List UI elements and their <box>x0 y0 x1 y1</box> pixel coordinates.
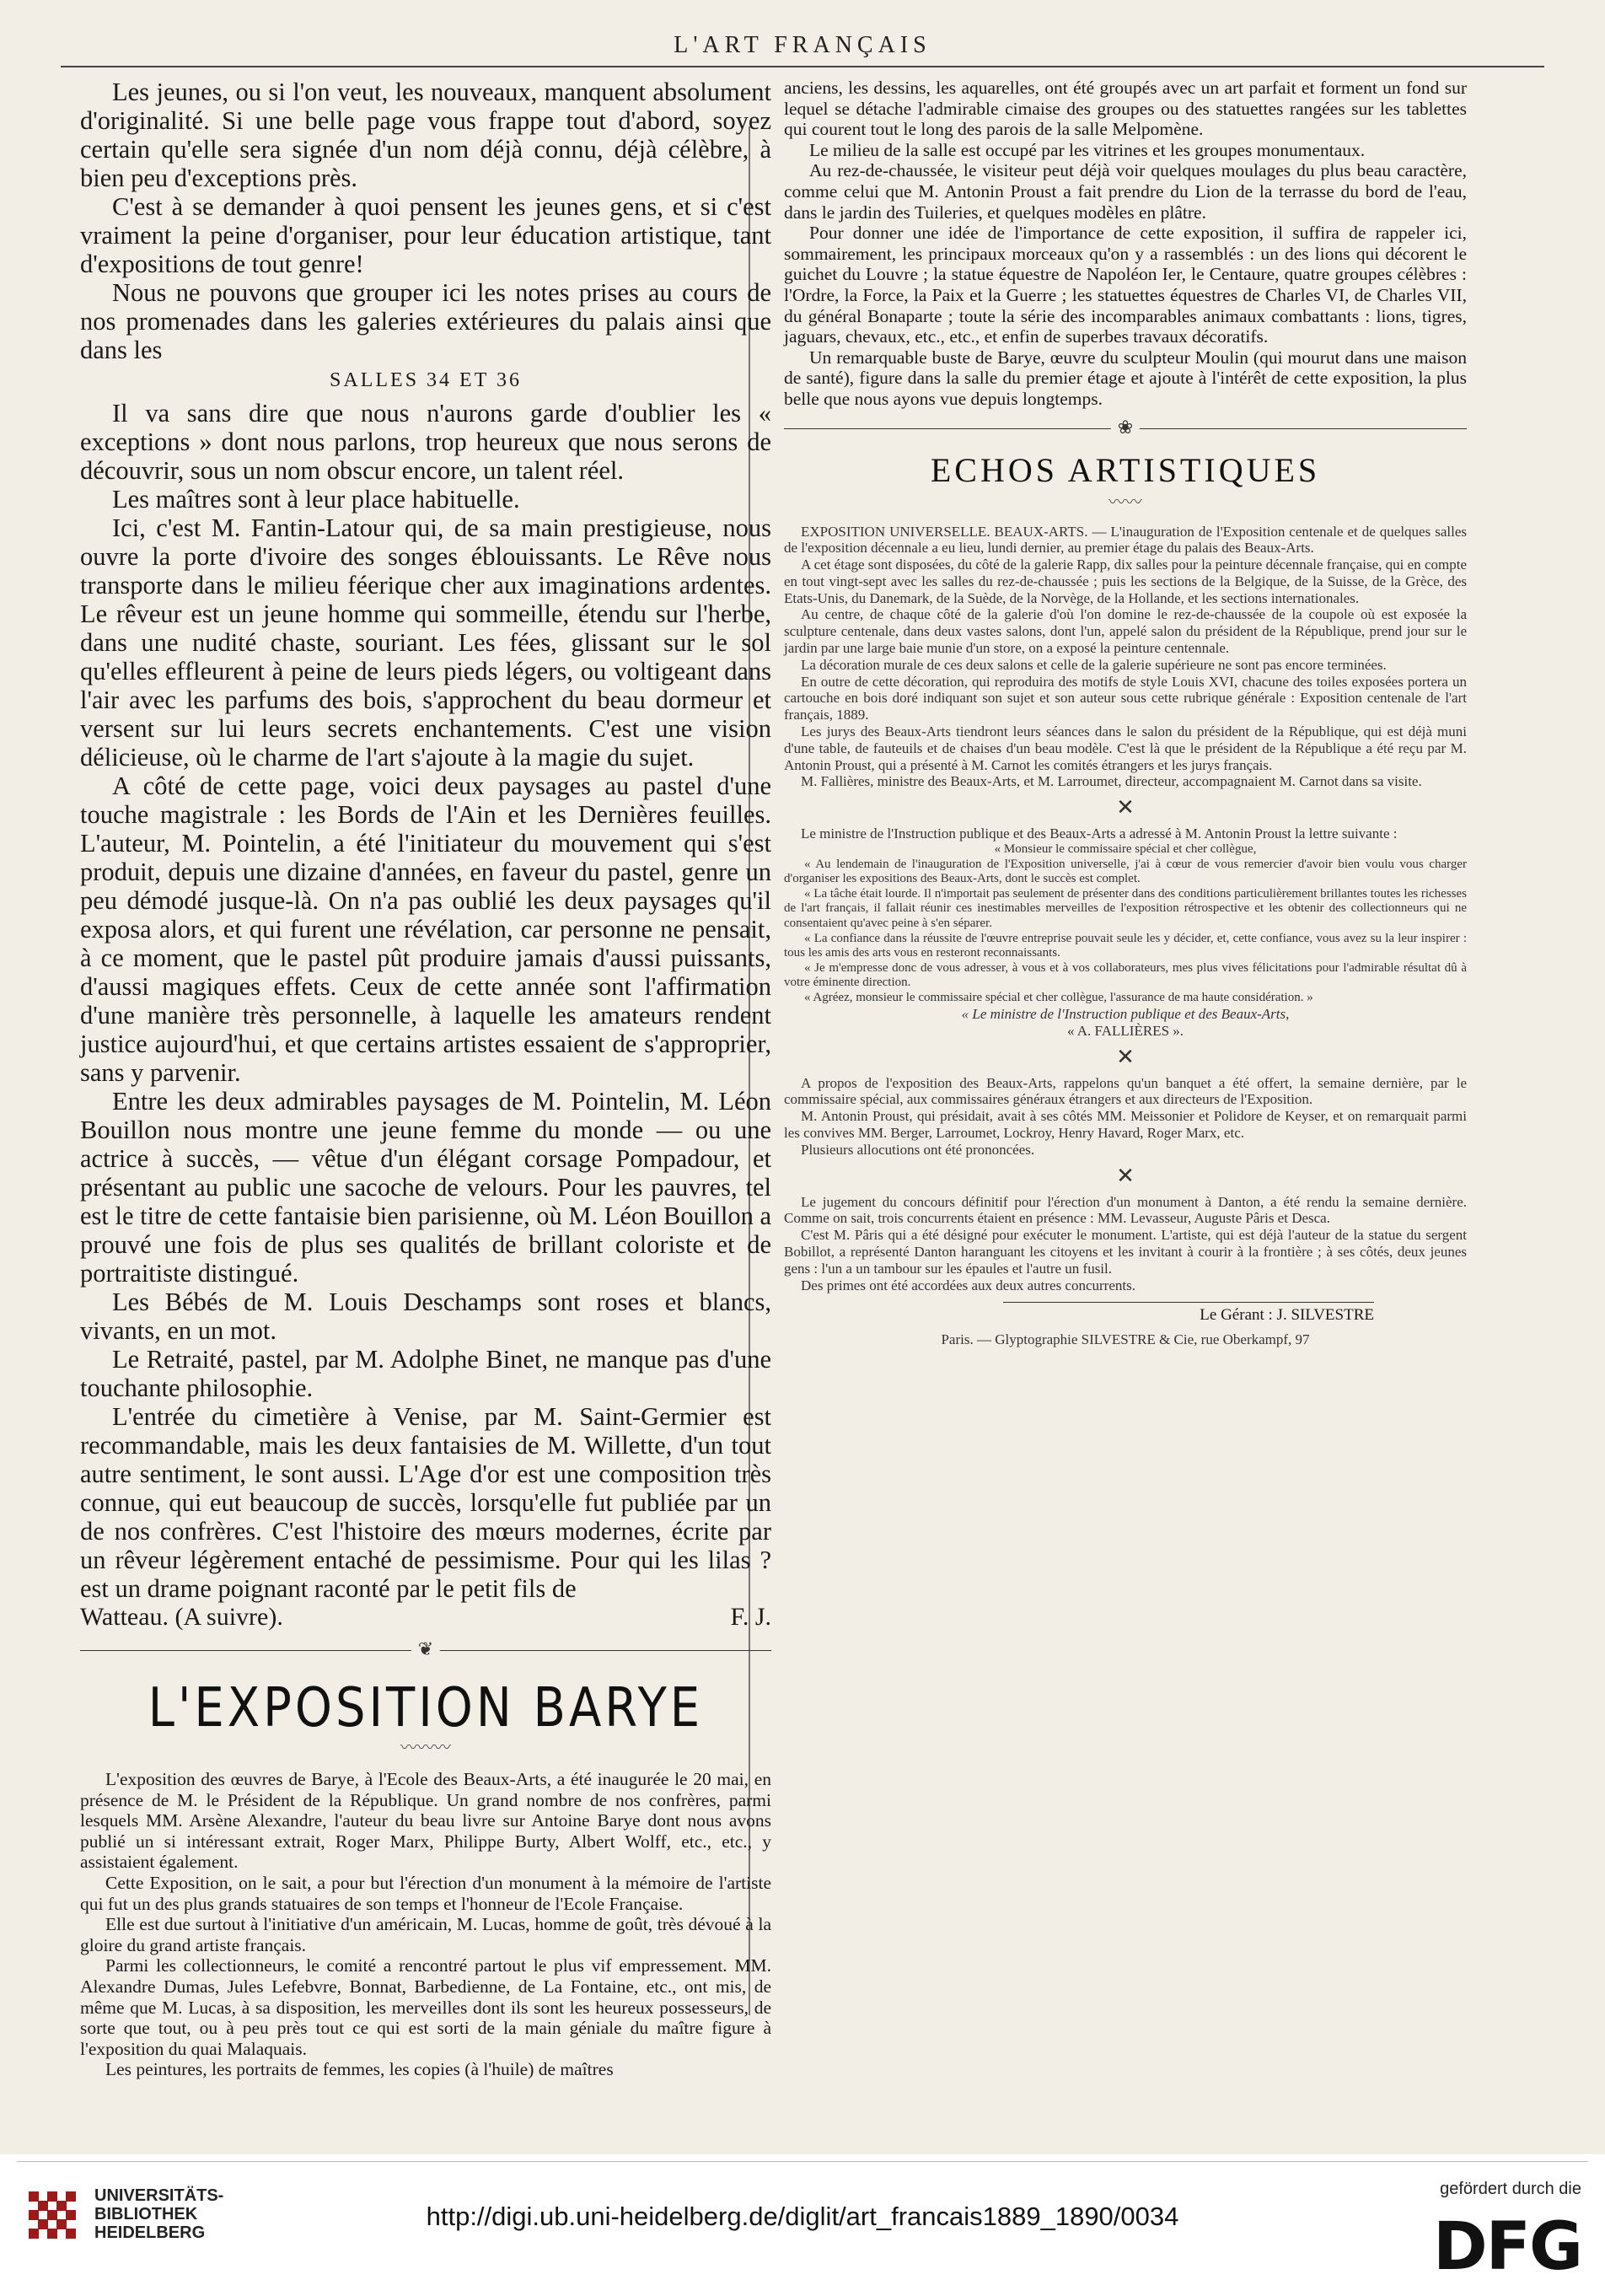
paragraph: Le milieu de la salle est occupé par les vitrines et les groupes monumentaux. <box>809 139 1366 160</box>
paragraph: Nous ne pouvons que grouper ici les notes prises au cours de nos promenades dans les galeries extérieures du palais ainsi que dans les <box>80 278 771 364</box>
ornament-divider <box>80 1638 771 1664</box>
barye-text <box>80 1769 771 2080</box>
danton-text <box>784 1194 1467 1294</box>
cross-separator-icon: ✕ <box>1116 795 1135 821</box>
paragraph: Cette Exposition, on le sait, a pour but l'érection d'un monument à la mémoire de l'artiste qui fut un des plus grands statuaires de son temps et l'honneur de l'Ecole Française. <box>80 1872 771 1914</box>
footer-rule <box>17 2161 1588 2162</box>
paragraph: « Je m'empresse donc de vous adresser, à vous et à vos collaborateurs, mes plus vives félicitations pour l'admirable résultat dû à votre éminente direction. <box>784 960 1467 990</box>
paragraph: Les maîtres sont à leur place habituelle. <box>112 485 520 514</box>
paragraph: A côté de cette page, voici deux paysages au pastel d'une touche magistrale : les Bords de l'Ain et les Dernières feuilles. L'auteur, M. Pointelin, a été l'initiateur du mouvement qui s'est produit, depuis une dizaine d'années, en faveur du pastel, genre un peu démodé jusque-là. On n'a pas oublié les deux paysages qu'il exposa alors, et qui furent une révélation, car personne ne pensait, à ce moment, que le pastel pût produire jamais d'aussi puissants, d'aussi magiques effets. Ceux de cette année sont l'affirmation d'une manière très personnelle, à laquelle les amateurs rendent justice aujourd'hui, et que certains artistes essaient de s'approprier, sans y parvenir. <box>80 772 771 1087</box>
echos-text <box>784 524 1467 791</box>
paragraph: Les jeunes, ou si l'on veut, les nouveaux, manquent absolument d'originalité. Si une belle page vous frappe tout d'abord, soyez certain qu'elle sera signée d'un nom déjà connu, déjà célèbre, à bien peu d'exceptions près. <box>80 78 771 192</box>
paragraph: Plusieurs allocutions ont été prononcées. <box>801 1141 1035 1158</box>
paragraph: Le Retraité, pastel, par M. Adolphe Binet, ne manque pas d'une touchante philosophie. <box>80 1345 771 1402</box>
gerant-rule <box>1003 1302 1374 1303</box>
paragraph: Elle est due surtout à l'initiative d'un américain, M. Lucas, homme de goût, très dévoué à la gloire du grand artiste français. <box>80 1914 771 1955</box>
paragraph: Le ministre de l'Instruction publique et des Beaux-Arts a adressé à M. Antonin Proust la lettre suivante : <box>801 825 1398 842</box>
paragraph: L'exposition des œuvres de Barye, à l'Ecole des Beaux-Arts, a été inaugurée le 20 mai, en présence de M. le Président de la République. Un grand nombre de nos confrères, parmi lesquels MM. Arsène Alexandre, l'auteur du beau livre sur Antoine Barye dont nous avons publié un si intéressant extrait, Roger Marx, Philippe Burty, Albert Wolff, etc., etc., y assistaient également. <box>80 1769 771 1873</box>
paragraph: Ici, c'est M. Fantin-Latour qui, de sa main prestigieuse, nous ouvre la porte d'ivoire des songes éblouissants. Le Rêve nous transporte dans le milieu féerique cher aux imaginations ardentes. Le rêveur est un jeune homme qui sommeille, étendu sur l'herbe, dans une nudité chaste, souriant. Les fées, glissant sur le sol qu'elles effleurent à peine de leurs pieds légers, ou voltigeant dans l'air avec les parfums des bois, s'approchent du beau dormeur et versent sur lui leurs secrets enchantements. C'est une vision délicieuse, où le charme de l'art s'ajoute à la magie du sujet. <box>80 514 771 772</box>
paragraph: « Au lendemain de l'inauguration de l'Exposition universelle, j'ai à cœur de vous remercier d'avoir bien voulu vous charger d'organiser les expositions des Beaux-Arts, dont le succès est complet. <box>784 857 1467 886</box>
paragraph: Les Bébés de M. Louis Deschamps sont roses et blancs, vivants, en un mot. <box>80 1288 771 1345</box>
cross-separator-icon: ✕ <box>1116 1044 1135 1070</box>
left-column <box>80 78 771 2080</box>
paragraph: « La tâche était lourde. Il n'importait pas seulement de présenter dans des conditions particulièrement brillantes toutes les richesses de l'art français, il fallait réunir ces inestimables merveilles de l'exposition rétrospective et les obtenir des collectionneurs qui ne consentaient qu'avec peine à s'en séparer. <box>784 886 1467 931</box>
paragraph: C'est M. Pâris qui a été désigné pour exécuter le monument. L'artiste, qui est déjà l'auteur de la statue du sergent Bobillot, a représenté Danton haranguant les citoyens et les invitant à courir à la frontière ; à ses côtés, deux jeunes gens : l'un a un tambour sur les épaules et l'autre un fusil. <box>784 1227 1467 1277</box>
paragraph: EXPOSITION UNIVERSELLE. BEAUX-ARTS. — L'inauguration de l'Exposition centenale et de quelques salles de l'exposition décennale a eu lieu, lundi dernier, au premier étage du palais des Beaux-Arts. <box>784 523 1467 557</box>
paragraph: « La confiance dans la réussite de l'œuvre entreprise pouvait seule les y décider, et, cette confiance, vous avez su la leur inspirer : tous les amis des arts vous en resteront reconnaissants. <box>784 931 1467 960</box>
dfg-logo: DFG <box>1432 2209 1581 2285</box>
paragraph: Pour donner une idée de l'importance de cette exposition, il suffira de rappeler ici, sommairement, les principaux morceaux qu'on y a rassemblés : un des lions qui décorent le guichet du Louvre ; la statue équestre de Napoléon Ier, le Centaure, quatre groupes célèbres : l'Ordre, la Force, la Paix et la Guerre ; les statuettes équestres de Charles VI, de Charles VII, du général Bonaparte ; toute la série des incomparables animaux combattants : lions, tigres, jaguars, chevaux, etc., etc., et enfin de superbes travaux décoratifs. <box>784 223 1467 347</box>
paragraph: M. Antonin Proust, qui présidait, avait à ses côtés MM. Meissonier et Polidore de Keyser, et on remarquait parmi les convives MM. Berger, Larroumet, Lockroy, Henry Havard, Roger Marx, etc. <box>784 1108 1467 1141</box>
wavy-rule-icon: 〰〰 <box>1108 491 1142 512</box>
paragraph: En outre de cette décoration, qui reproduira des motifs de style Louis XVI, chacune des toiles exposées portera un cartouche en bois doré indiquant son sujet et son auteur sous cette rubrique générale : Exposition centenale de l'art français, 1889. <box>784 673 1467 723</box>
running-title: L'ART FRANÇAIS <box>674 32 931 58</box>
paragraph: Au centre, de chaque côté de la galerie d'où l'on domine le rez-de-chaussée de la coupole où est exposée la sculpture centenale, dans deux vastes salons, dont l'un, appelé salon du président de la République, prend jour sur le jardin par une large baie munie d'un store, on a exposé la peinture centennale. <box>784 606 1467 657</box>
paragraph: Les peintures, les portraits de femmes, les copies (à l'huile) de maîtres <box>105 2059 614 2080</box>
viewer-footer <box>0 2154 1605 2296</box>
header-rule <box>61 66 1544 67</box>
echos-title: ECHOS ARTISTIQUES <box>930 450 1321 489</box>
paragraph: A cet étage sont disposées, du côté de la galerie Rapp, dix salles pour la peinture décennale française, qui en compte en tout vingt-sept avec les salles du rez-de-chaussée ; puis les sections de la Belgique, de la Suisse, de la Grèce, des Etats-Unis, du Danemark, de la Suède, de la Norvège, de la Hollande, et les sections internationales. <box>784 557 1467 606</box>
printer-imprint: Paris. — Glyptographie SILVESTRE & Cie, rue Oberkampf, 97 <box>941 1331 1310 1348</box>
barye-title: L'EXPOSITION BARYE <box>148 1676 704 1739</box>
paragraph: « Monsieur le commissaire spécial et cher collègue, <box>994 842 1257 857</box>
page-url-link[interactable]: http://digi.ub.uni-heidelberg.de/diglit/art_francais1889_1890/0034 <box>426 2202 1179 2231</box>
ornament-icon: ❦ <box>411 1638 440 1662</box>
paragraph: Les jurys des Beaux-Arts tiendront leurs séances dans le salon du président de la République, qui est déjà muni d'une table, de fauteuils et de chaises d'un beau modèle. C'est là que le président de la République a été reçu par M. Antonin Proust, qui a présenté à M. Carnot les comités étrangers et les jurys français. <box>784 723 1467 773</box>
paragraph: « Agréez, monsieur le commissaire spécial et cher collègue, l'assurance de ma haute considération. » <box>804 990 1313 1004</box>
ornament-divider <box>784 417 1467 442</box>
ministre-text <box>784 825 1467 842</box>
paragraph: Des primes ont été accordées aux deux autres concurrents. <box>801 1277 1135 1293</box>
paragraph: anciens, les dessins, les aquarelles, ont été groupés avec un art parfait et forment un fond sur lequel se détache l'admirable cimaise des groupes ou des statuettes rangées sur les tablettes qui courent tout le long des parois de la salle Melpomène. <box>784 78 1467 140</box>
wavy-rule-icon: 〰〰〰 <box>400 1737 451 1757</box>
university-name-line: HEIDELBERG <box>94 2223 206 2242</box>
paragraph: A propos de l'exposition des Beaux-Arts, rappelons qu'un banquet a été offert, la semaine dernière, par le commissaire spécial, aux commissaires généraux étrangers et aux directeurs de l'Exposition. <box>784 1074 1467 1108</box>
salles-heading: SALLES 34 ET 36 <box>330 369 522 391</box>
banquet-text <box>784 1075 1467 1159</box>
university-name-line: UNIVERSITÄTS- <box>94 2186 224 2205</box>
paragraph: Il va sans dire que nous n'aurons garde d'oublier les « exceptions » dont nous parlons, trop heureux que nous serons de découvrir, sous un nom obscur encore, un talent réel. <box>80 399 771 485</box>
article-signoff <box>80 1603 771 1632</box>
paragraph: Entre les deux admirables paysages de M. Pointelin, M. Léon Bouillon nous montre une jeune femme du monde — ou une actrice à succès, — vêtue d'un élégant corsage Pompadour, et présentant au public une sacoche de velours. Pour les pauvres, tel est le titre de cette fantaisie bien parisienne, où M. Léon Bouillon a prouvé une fois de plus ses qualités de brillant coloriste et de portraitiste distingué. <box>80 1087 771 1288</box>
paragraph: Au rez-de-chaussée, le visiteur peut déjà voir quelques moulages du plus beau caractère, comme celui que M. Antonin Proust a fait prendre du Lion de la terrasse du bord de l'eau, dans le jardin des Tuileries, et quelques modèles en plâtre. <box>784 160 1467 223</box>
ornament-icon: ❀ <box>1111 417 1140 440</box>
signoff-text: Watteau. (A suivre). <box>80 1603 283 1631</box>
dfg-caption: gefördert durch die <box>1440 2180 1581 2198</box>
intro-text <box>80 78 771 364</box>
gerant-line: Le Gérant : J. SILVESTRE <box>1200 1306 1374 1325</box>
paragraph: M. Fallières, ministre des Beaux-Arts, et M. Larroumet, directeur, accompagnaient M. Carnot dans sa visite. <box>801 773 1422 790</box>
barye-continued-text <box>784 78 1467 410</box>
paragraph: Un remarquable buste de Barye, œuvre du sculpteur Moulin (qui mourut dans une maison de santé), figure dans la salle du premier étage et ajoute à l'intérêt de cette exposition, la plus belle que nous ayons vue depuis longtemps. <box>784 347 1467 409</box>
paragraph: L'entrée du cimetière à Venise, par M. Saint-Germier est recommandable, mais les deux fantaisies de M. Willette, d'un tout autre sentiment, le sont aussi. L'Age d'or est une composition très connue, qui eut beaucoup de succès, lorsqu'elle fut publiée par un de nos confrères. C'est l'histoire des mœurs modernes, écrite par un rêveur légèrement entaché de pessimisme. Pour qui les lilas ? est un drame poignant raconté par le petit fils de <box>80 1402 771 1603</box>
signoff-initials: F. J. <box>730 1603 771 1631</box>
university-name-line: BIBLIOTHEK <box>94 2205 198 2223</box>
cross-separator-icon: ✕ <box>1116 1163 1135 1189</box>
paragraph: Parmi les collectionneurs, le comité a rencontré partout le plus vif empressement. MM. Alexandre Dumas, Jules Lefebvre, Bonnat, Barbedienne, de La Fontaine, etc., ont mis, de même que M. Lucas, à sa disposition, les merveilles dont ils sont les heureux possesseurs, de sorte que tout, ou à peu près tout ce qui est sorti de la main géniale du maître figure à l'exposition du quai Malaquais. <box>80 1955 771 2059</box>
right-column <box>784 78 1467 2034</box>
paragraph: Le jugement du concours définitif pour l'érection d'un monument à Danton, a été rendu la semaine dernière. Comme on sait, trois concurrents étaient en présence : MM. Levasseur, Auguste Pâris et Desca. <box>784 1193 1467 1227</box>
letter-signature: « Le ministre de l'Instruction publique et des Beaux-Arts, <box>961 1005 1290 1022</box>
letter-signature-name: « A. FALLIÈRES ». <box>1066 1022 1184 1039</box>
salles-text <box>80 399 771 1603</box>
letter-text <box>784 842 1467 1040</box>
paragraph: C'est à se demander à quoi pensent les jeunes gens, et si c'est vraiment la peine d'organiser, pour leur éducation artistique, tant d'expositions de tout genre! <box>80 192 771 278</box>
paragraph: La décoration murale de ces deux salons et celle de la galerie supérieure ne sont pas encore terminées. <box>801 656 1387 673</box>
